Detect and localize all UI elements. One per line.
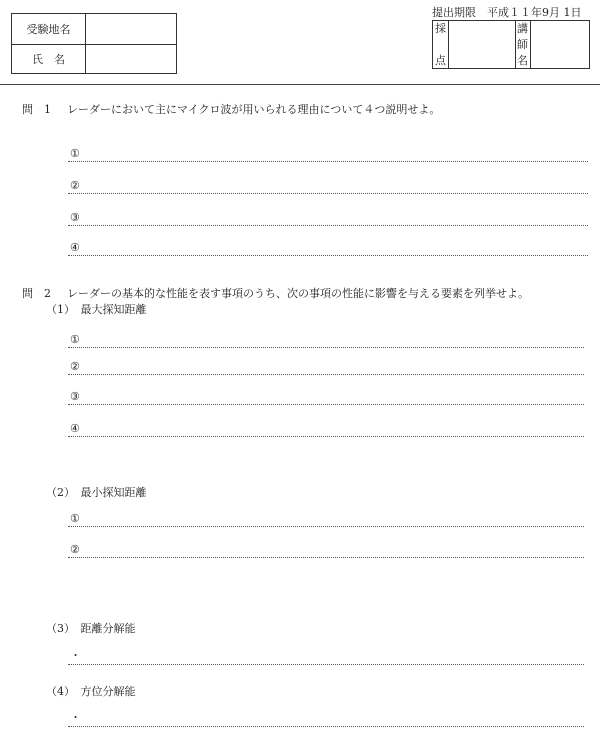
grade-label [433,21,449,68]
q2-sub1-heading: （1） 最大探知距離 [46,303,147,316]
q2-sub4-answer-line-1[interactable] [68,710,584,727]
instructor-field[interactable] [531,21,589,68]
q2-sub3-answer-line-1[interactable] [68,648,584,665]
q2-sub2-answer-line-2[interactable] [68,541,584,558]
q2-sub1-answer-line-4[interactable] [68,420,584,437]
exam-site-row [12,14,176,45]
answer-marker: ② [70,360,80,373]
name-row [12,44,176,74]
grade-label-char: 点 [435,54,446,67]
q2-sub2-heading: （2） 最小探知距離 [46,486,147,499]
grading-box [432,20,590,69]
exam-site-field[interactable] [86,14,176,44]
answer-marker: ② [70,179,80,192]
answer-marker: ③ [70,390,80,403]
name-label: 氏 名 [12,44,86,74]
q2-sub3-heading: （3） 距離分解能 [46,622,136,635]
question-2-text: レーダーの基本的な性能を表す事項のうち、次の事項の性能に影響を与える要素を列挙せよ。 [67,287,529,300]
instructor-label-char: 講 [517,22,528,35]
answer-marker: ① [70,512,80,525]
grade-label-char: 採 [435,22,446,35]
exam-site-label: 受験地名 [12,14,86,44]
answer-marker: ・ [70,711,81,724]
q2-sub1-answer-line-3[interactable] [68,388,584,405]
answer-marker: ③ [70,211,80,224]
instructor-label-char: 師 [517,38,528,51]
question-1-text: レーダーにおいて主にマイクロ波が用いられる理由について４つ説明せよ。 [67,103,441,116]
q1-answer-line-3[interactable] [68,209,588,226]
q2-sub4-heading: （4） 方位分解能 [46,685,136,698]
instructor-label-char: 名 [517,54,528,67]
q2-sub1-answer-line-2[interactable] [68,358,584,375]
instructor-label [515,21,531,68]
answer-marker: ① [70,147,80,160]
name-field[interactable] [86,44,176,74]
submission-deadline: 提出期限 平成１１年9月 1日 [432,6,582,19]
q1-answer-line-2[interactable] [68,177,588,194]
answer-marker: ① [70,333,80,346]
header-divider [0,84,600,85]
q2-sub2-answer-line-1[interactable] [68,510,584,527]
q2-sub1-answer-line-1[interactable] [68,331,584,348]
question-1-number: 問 1 [22,103,51,116]
q1-answer-line-4[interactable] [68,239,588,256]
q1-answer-line-1[interactable] [68,145,588,162]
question-2-number: 問 2 [22,287,51,300]
answer-marker: ④ [70,241,80,254]
answer-marker: ② [70,543,80,556]
grade-field[interactable] [449,21,516,68]
answer-marker: ④ [70,422,80,435]
answer-marker: ・ [70,649,81,662]
candidate-info-box [11,13,177,74]
